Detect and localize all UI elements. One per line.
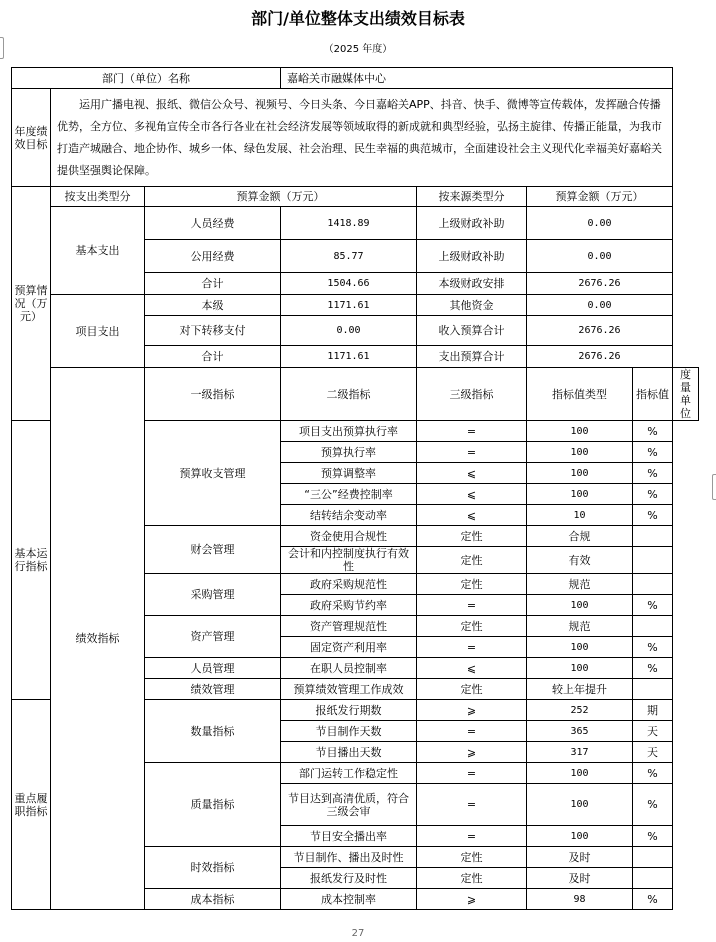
budget-source-amount: 0.00 (527, 295, 673, 316)
indicator-unit: % (633, 595, 673, 616)
project-expense-label: 项目支出 (51, 295, 145, 368)
indicator-value: 100 (527, 763, 633, 784)
indicator-type: 定性 (417, 574, 527, 595)
indicator-type: ⩽ (417, 484, 527, 505)
indicator-value: 252 (527, 700, 633, 721)
indicator-unit: 天 (633, 742, 673, 763)
indicator-value: 365 (527, 721, 633, 742)
indicator-value: 100 (527, 637, 633, 658)
indicator-unit: 天 (633, 721, 673, 742)
fiscal-year: （2025 年度） (323, 44, 393, 55)
indicator-unit: % (633, 421, 673, 442)
basic-operation-label: 基本运行指标 (12, 421, 51, 700)
indicator-name: 预算调整率 (281, 463, 417, 484)
indicator-name: 部门运转工作稳定性 (281, 763, 417, 784)
page-number: 27 (351, 928, 365, 939)
indicator-value: 100 (527, 421, 633, 442)
indicator-name: 报纸发行期数 (281, 700, 417, 721)
budget-item-amount: 1171.61 (281, 295, 417, 316)
indicator-unit (633, 847, 673, 868)
indicator-type: 定性 (417, 526, 527, 547)
budget-header-amount: 预算金额（万元） (145, 187, 417, 207)
indicator-unit (633, 574, 673, 595)
indicator-type: = (417, 784, 527, 826)
budget-item-name: 人员经费 (145, 207, 281, 240)
budget-source-name: 上级财政补助 (417, 240, 527, 273)
indicator-name: 预算执行率 (281, 442, 417, 463)
perf-indicator-label: 绩效指标 (51, 368, 145, 910)
indicator-unit: % (633, 463, 673, 484)
budget-item-amount: 1418.89 (281, 207, 417, 240)
budget-item-name: 对下转移支付 (145, 316, 281, 346)
left-edge-tab (0, 37, 4, 59)
perf-header-value-type: 指标值类型 (527, 368, 633, 421)
basic-expense-label: 基本支出 (51, 207, 145, 295)
indicator-unit: 期 (633, 700, 673, 721)
indicator-name: 节目制作天数 (281, 721, 417, 742)
budget-label: 预算情况（万元） (12, 187, 51, 421)
budget-source-name: 收入预算合计 (417, 316, 527, 346)
budget-source-name: 支出预算合计 (417, 346, 527, 368)
indicator-unit: % (633, 442, 673, 463)
indicator-unit (633, 526, 673, 547)
indicator-name: 成本控制率 (281, 889, 417, 910)
indicator-value: 100 (527, 595, 633, 616)
indicator-name: 会计和内控制度执行有效性 (281, 547, 417, 574)
finance-mgmt-label: 财会管理 (145, 526, 281, 574)
indicator-value: 317 (527, 742, 633, 763)
indicator-unit (633, 547, 673, 574)
indicator-name: “三公”经费控制率 (281, 484, 417, 505)
indicator-unit: % (633, 763, 673, 784)
indicator-value: 100 (527, 826, 633, 847)
indicator-value: 100 (527, 463, 633, 484)
indicator-name: 节目播出天数 (281, 742, 417, 763)
page-title: 部门/单位整体支出绩效目标表 (251, 9, 465, 28)
indicator-name: 预算绩效管理工作成效 (281, 679, 417, 700)
right-edge-tab (712, 474, 716, 500)
indicator-value: 合规 (527, 526, 633, 547)
indicator-name: 节目达到高清优质，符合三级会审 (281, 784, 417, 826)
budget-item-name: 本级 (145, 295, 281, 316)
indicator-name: 项目支出预算执行率 (281, 421, 417, 442)
indicator-name: 资产管理规范性 (281, 616, 417, 637)
indicator-type: = (417, 637, 527, 658)
budget-source-amount: 0.00 (527, 240, 673, 273)
asset-mgmt-label: 资产管理 (145, 616, 281, 658)
indicator-type: = (417, 826, 527, 847)
perf-mgmt-label: 绩效管理 (145, 679, 281, 700)
indicator-type: ⩾ (417, 742, 527, 763)
indicator-type: ⩽ (417, 463, 527, 484)
indicator-unit (633, 868, 673, 889)
budget-source-amount: 2676.26 (527, 273, 673, 295)
perf-header-level1: 一级指标 (145, 368, 281, 421)
cost-label: 成本指标 (145, 889, 281, 910)
indicator-value: 有效 (527, 547, 633, 574)
indicator-type: ⩽ (417, 505, 527, 526)
indicator-type: = (417, 763, 527, 784)
perf-header-value: 指标值 (633, 368, 673, 421)
indicator-value: 较上年提升 (527, 679, 633, 700)
performance-target-table (11, 67, 699, 910)
perf-header-level2: 二级指标 (281, 368, 417, 421)
indicator-type: = (417, 442, 527, 463)
indicator-value: 98 (527, 889, 633, 910)
budget-source-amount: 2676.26 (527, 346, 673, 368)
indicator-unit: % (633, 784, 673, 826)
personnel-mgmt-label: 人员管理 (145, 658, 281, 679)
indicator-unit: % (633, 889, 673, 910)
budget-source-amount: 2676.26 (527, 316, 673, 346)
budget-header-type: 按支出类型分 (51, 187, 145, 207)
indicator-value: 10 (527, 505, 633, 526)
budget-item-amount: 1171.61 (281, 346, 417, 368)
indicator-name: 节目安全播出率 (281, 826, 417, 847)
indicator-name: 在职人员控制率 (281, 658, 417, 679)
indicator-name: 固定资产利用率 (281, 637, 417, 658)
budget-item-amount: 85.77 (281, 240, 417, 273)
indicator-type: = (417, 721, 527, 742)
perf-header-unit: 度量单位 (673, 368, 699, 421)
budget-source-amount: 0.00 (527, 207, 673, 240)
indicator-value: 100 (527, 658, 633, 679)
indicator-name: 结转结余变动率 (281, 505, 417, 526)
indicator-type: 定性 (417, 547, 527, 574)
indicator-value: 规范 (527, 574, 633, 595)
indicator-name: 资金使用合规性 (281, 526, 417, 547)
budget-item-amount: 1504.66 (281, 273, 417, 295)
budget-source-name: 上级财政补助 (417, 207, 527, 240)
timeliness-label: 时效指标 (145, 847, 281, 889)
indicator-type: = (417, 421, 527, 442)
indicator-value: 及时 (527, 868, 633, 889)
budget-header-source: 按来源类型分 (417, 187, 527, 207)
indicator-unit: % (633, 637, 673, 658)
indicator-type: 定性 (417, 847, 527, 868)
indicator-unit: % (633, 505, 673, 526)
indicator-unit: % (633, 484, 673, 505)
indicator-unit: % (633, 658, 673, 679)
indicator-type: ⩽ (417, 658, 527, 679)
indicator-type: 定性 (417, 679, 527, 700)
indicator-type: ⩾ (417, 889, 527, 910)
indicator-name: 报纸发行及时性 (281, 868, 417, 889)
indicator-unit: % (633, 826, 673, 847)
budget-item-amount: 0.00 (281, 316, 417, 346)
goal-label: 年度绩效目标 (12, 89, 51, 187)
budget-item-name: 公用经费 (145, 240, 281, 273)
indicator-type: 定性 (417, 868, 527, 889)
indicator-unit (633, 616, 673, 637)
goal-text: 运用广播电视、报纸、微信公众号、视频号、今日头条、今日嘉峪关APP、抖音、快手、微博等宣传载体，发挥融合传播优势，全方位、多视角宣传全市各行各业在社会经济发展等领域取得的新成就和典型经验，弘扬主旋律、传播正能量，为我市打造产城融合、地企协作、城乡一体、绿色发展、社会治理、民生幸福的典范城市，全面建设社会主义现代化幸福美好嘉峪关提供坚强舆论保障。 (51, 89, 673, 187)
budget-source-name: 本级财政安排 (417, 273, 527, 295)
indicator-value: 100 (527, 484, 633, 505)
indicator-name: 政府采购规范性 (281, 574, 417, 595)
key-duty-label: 重点履职指标 (12, 700, 51, 910)
indicator-value: 100 (527, 442, 633, 463)
dept-name: 嘉峪关市融媒体中心 (281, 68, 673, 89)
indicator-value: 及时 (527, 847, 633, 868)
indicator-value: 100 (527, 784, 633, 826)
indicator-name: 政府采购节约率 (281, 595, 417, 616)
budget-mgmt-label: 预算收支管理 (145, 421, 281, 526)
indicator-value: 规范 (527, 616, 633, 637)
indicator-type: ⩾ (417, 700, 527, 721)
indicator-type: 定性 (417, 616, 527, 637)
quality-label: 质量指标 (145, 763, 281, 847)
dept-label: 部门（单位）名称 (12, 68, 281, 89)
budget-item-name: 合计 (145, 346, 281, 368)
indicator-name: 节目制作、播出及时性 (281, 847, 417, 868)
budget-source-name: 其他资金 (417, 295, 527, 316)
budget-header-amount2: 预算金额（万元） (527, 187, 673, 207)
perf-header-level3: 三级指标 (417, 368, 527, 421)
budget-item-name: 合计 (145, 273, 281, 295)
purchase-mgmt-label: 采购管理 (145, 574, 281, 616)
indicator-type: = (417, 595, 527, 616)
quantity-label: 数量指标 (145, 700, 281, 763)
indicator-unit (633, 679, 673, 700)
